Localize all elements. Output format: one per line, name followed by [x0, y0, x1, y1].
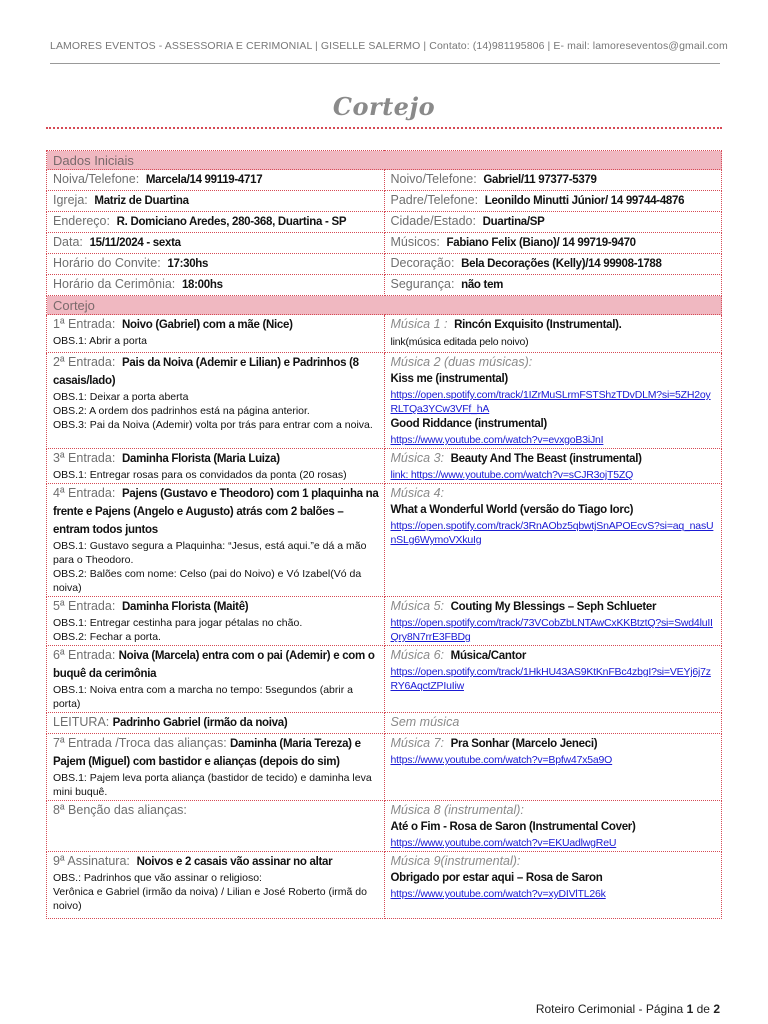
musica-5-label: Música 5: — [390, 599, 444, 613]
page-footer — [536, 1002, 720, 1016]
musica-8-song: Até o Fim - Rosa de Saron (Instrumental Cover) — [390, 821, 636, 833]
entrada-9-value: Noivos e 2 casais vão assinar no altar — [136, 856, 333, 868]
musica-9-link[interactable]: https://www.youtube.com/watch?v=xyDIVlTL26k — [390, 888, 606, 900]
obs-line: OBS.2: Balões com nome: Celso (pai do Noivo) e Vó Izabel(Vó da noiva) — [53, 568, 362, 594]
musica-4-link[interactable]: https://open.spotify.com/track/3RnAObz5qbwtjSnAPOEcvS?si=aq_nasUnSLg6WymoVXkuIg — [390, 520, 714, 546]
entrada-7-label: 7ª Entrada /Troca das alianças: — [53, 736, 227, 750]
igreja-value: Matriz de Duartina — [94, 195, 189, 207]
page-title: Cortejo — [332, 92, 436, 121]
entrada-3-value: Daminha Florista (Maria Luiza) — [121, 453, 280, 465]
table-row — [47, 212, 722, 233]
obs-line: OBS.2: A ordem dos padrinhos está na página anterior. — [53, 405, 310, 417]
table-row — [47, 254, 722, 275]
obs-line: OBS.1: Entregar cestinha para jogar pétalas no chão. — [53, 617, 303, 629]
table-row — [47, 191, 722, 212]
cerimonia-value: 18:00hs — [181, 279, 223, 291]
page-header: LAMORES EVENTOS - ASSESSORIA E CERIMONIAL | GISELLE SALERMO | Contato: (14)981195806 | E- mail: lamoreseventos@gmail.com — [50, 40, 728, 52]
table-row — [47, 646, 722, 713]
obs-line: OBS.2: Fechar a porta. — [53, 631, 161, 643]
table-row — [47, 801, 722, 852]
leitura-value: Padrinho Gabriel (irmão da noiva) — [112, 717, 288, 729]
obs-line: OBS.1: Noiva entra com a marcha no tempo: 5segundos (abrir a porta) — [53, 684, 353, 710]
ceremony-table — [46, 150, 722, 919]
musica-9-label: Música 9(instrumental): — [390, 854, 521, 868]
header-divider — [50, 63, 720, 64]
endereco-value: R. Domiciano Aredes, 280-368, Duartina - SP — [116, 216, 347, 228]
cerimonia-label: Horário da Cerimônia: — [53, 277, 176, 291]
entrada-1-label: 1ª Entrada: — [53, 317, 116, 331]
table-row — [47, 315, 722, 353]
entrada-6-label: 6ª Entrada: — [53, 648, 116, 662]
musica-8-label: Música 8 (instrumental): — [390, 803, 524, 817]
musica-2-link-1[interactable]: https://open.spotify.com/track/1IZrMuSLrmFSTShzTDvDLM?si=5ZH2oyRLTQa3YCw3VFf_hA — [390, 389, 711, 415]
endereco-label: Endereço: — [53, 214, 110, 228]
table-row — [47, 449, 722, 484]
seguranca-label: Segurança: — [390, 277, 455, 291]
title-divider — [46, 127, 722, 129]
section-title: Dados Iniciais — [47, 151, 722, 170]
musica-7-title: Pra Sonhar (Marcelo Jeneci) — [450, 738, 598, 750]
table-row — [47, 597, 722, 646]
data-value: 15/11/2024 - sexta — [89, 237, 181, 249]
musica-1-label: Música 1 : — [390, 317, 448, 331]
entrada-7-value: Daminha (Maria Tereza) e Pajem (Miguel) com bastidor e alianças (depois do sim) — [53, 738, 361, 768]
musica-8-link[interactable]: https://www.youtube.com/watch?v=EKUadlwgReU — [390, 837, 617, 849]
table-row — [47, 713, 722, 734]
section-header-cortejo — [47, 296, 722, 315]
section-title: Cortejo — [47, 296, 722, 315]
padre-label: Padre/Telefone: — [390, 193, 479, 207]
obs-line: OBS.1: Pajem leva porta aliança (bastidor de tecido) e daminha leva mini buquê. — [53, 772, 372, 798]
obs-line: OBS.1: Deixar a porta aberta — [53, 391, 189, 403]
entrada-5-label: 5ª Entrada: — [53, 599, 116, 613]
musica-3-label: Música 3: — [390, 451, 444, 465]
musica-4-song: What a Wonderful World (versão do Tiago Iorc) — [390, 504, 634, 516]
obs-line: Verônica e Gabriel (irmão da noiva) / Lilian e José Roberto (irmã do noivo) — [53, 886, 367, 912]
seguranca-value: não tem — [461, 279, 504, 291]
obs-line: OBS.1: Abrir a porta — [53, 335, 147, 347]
noivo-value: Gabriel/11 97377-5379 — [483, 174, 597, 186]
musica-3-title: Beauty And The Beast (instrumental) — [450, 453, 642, 465]
musica-2-label: Música 2 (duas músicas): — [390, 355, 533, 369]
musica-2-song-2: Good Riddance (instrumental) — [390, 418, 547, 430]
table-row — [47, 353, 722, 449]
musica-7-label: Música 7: — [390, 736, 444, 750]
cidade-value: Duartina/SP — [482, 216, 545, 228]
table-row — [47, 233, 722, 254]
musica-4-label: Música 4: — [390, 486, 444, 500]
obs-line: OBS.: Padrinhos que vão assinar o religioso: — [53, 872, 262, 884]
entrada-8-label: 8ª Benção das alianças: — [53, 803, 187, 817]
musica-2-song-1: Kiss me (instrumental) — [390, 373, 508, 385]
footer-prefix: Roteiro Cerimonial - Página — [535, 1002, 684, 1016]
cidade-label: Cidade/Estado: — [390, 214, 476, 228]
table-row — [47, 170, 722, 191]
noiva-label: Noiva/Telefone: — [53, 172, 140, 186]
entrada-9-label: 9ª Assinatura: — [53, 854, 130, 868]
musica-5-title: Couting My Blessings – Seph Schlueter — [450, 601, 657, 613]
musica-7-link[interactable]: https://www.youtube.com/watch?v=Bpfw47x5a9O — [390, 754, 613, 766]
entrada-4-label: 4ª Entrada: — [53, 486, 116, 500]
musica-6-title: Música/Cantor — [450, 650, 527, 662]
musica-6-link[interactable]: https://open.spotify.com/track/1HkHU43AS9KtKnFBc4zbgI?si=VEYj6j7zRY6AqctZPIuIiw — [390, 666, 711, 692]
entrada-2-value: Pais da Noiva (Ademir e Lilian) e Padrinhos (8 casais/lado) — [53, 357, 359, 387]
table-row — [47, 484, 722, 597]
data-label: Data: — [53, 235, 83, 249]
section-header-dados — [47, 151, 722, 170]
musicos-value: Fabiano Felix (Biano)/ 14 99719-9470 — [446, 237, 636, 249]
musica-3-link[interactable]: link: https://www.youtube.com/watch?v=sCJR3ojT5ZQ — [390, 469, 634, 481]
musica-9-song: Obrigado por estar aqui – Rosa de Saron — [390, 872, 603, 884]
table-row — [47, 734, 722, 801]
leitura-label: LEITURA: — [53, 715, 110, 729]
entrada-3-label: 3ª Entrada: — [53, 451, 116, 465]
musica-6-label: Música 6: — [390, 648, 444, 662]
obs-line: OBS.1: Gustavo segura a Plaquinha: “Jesus, está aqui.”e dá a mão para o Theodoro. — [53, 540, 367, 566]
entrada-6-value: Noiva (Marcela) entra com o pai (Ademir) e com o buquê da cerimônia — [53, 650, 375, 680]
table-row — [47, 275, 722, 296]
padre-value: Leonildo Minutti Júnior/ 14 99744-4876 — [484, 195, 685, 207]
entrada-1-value: Noivo (Gabriel) com a mãe (Nice) — [121, 319, 293, 331]
leitura-musica: Sem música — [390, 715, 460, 729]
footer-total: 2 — [713, 1002, 720, 1016]
noiva-value: Marcela/14 99119-4717 — [145, 174, 263, 186]
table-row — [47, 852, 722, 919]
obs-line: OBS.3: Pai da Noiva (Ademir) volta por trás para entrar com a noiva. — [53, 419, 373, 431]
footer-page: 1 — [686, 1002, 694, 1016]
decoracao-value: Bela Decorações (Kelly)/14 99908-1788 — [461, 258, 662, 270]
musica-5-link[interactable]: https://open.spotify.com/track/73VCobZbLNTAwCxKKBtztQ?si=Swd4luIIQry8N7rrE3FBDg — [390, 617, 713, 643]
musicos-label: Músicos: — [390, 235, 440, 249]
decoracao-label: Decoração: — [390, 256, 455, 270]
musica-2-link-2[interactable]: https://www.youtube.com/watch?v=evxgoB3iJnI — [390, 434, 604, 446]
igreja-label: Igreja: — [53, 193, 88, 207]
entrada-4-value: Pajens (Gustavo e Theodoro) com 1 plaquinha na frente e Pajens (Angelo e Augusto) atrás com 2 balões – entram todos juntos — [53, 488, 379, 536]
musica-1-title: Rincón Exquisito (Instrumental). — [454, 319, 622, 331]
entrada-5-value: Daminha Florista (Maitê) — [121, 601, 249, 613]
obs-line: OBS.1: Entregar rosas para os convidados da ponta (20 rosas) — [53, 469, 347, 481]
footer-sep: de — [696, 1002, 710, 1016]
entrada-2-label: 2ª Entrada: — [53, 355, 116, 369]
convite-label: Horário do Convite: — [53, 256, 161, 270]
noivo-label: Noivo/Telefone: — [390, 172, 477, 186]
musica-1-note: link(música editada pelo noivo) — [390, 336, 529, 348]
convite-value: 17:30hs — [167, 258, 209, 270]
